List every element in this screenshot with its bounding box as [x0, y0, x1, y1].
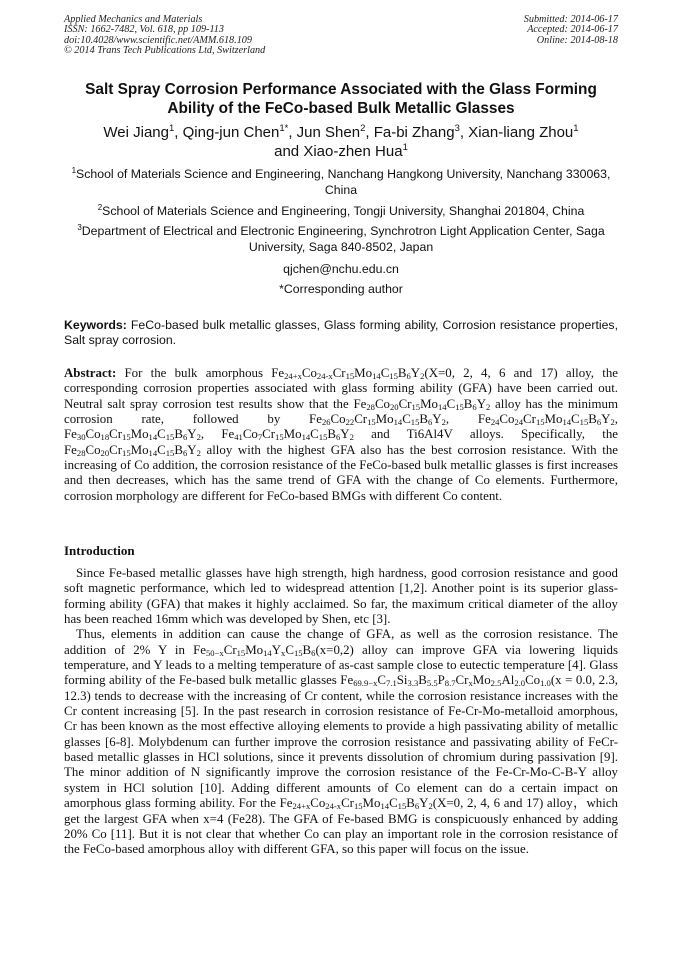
- submitted-date: Submitted: 2014-06-17: [523, 14, 618, 25]
- affiliation-3: $^3$Department of Electrical and Electronic Engineering, Synchrotron Light Application Center, Saga University, Saga 840-8502, Japan: [77, 222, 605, 254]
- keywords-text: FeCo-based bulk metallic glasses, Glass forming ability, Corrosion resistance properties, Salt spray corrosion.: [64, 318, 618, 347]
- intro-paragraph-1: Since Fe-based metallic glasses have high strength, high hardness, good corrosion resistance and good soft magnetic performance, which led to widespread attention [1,2]. Another point is its superior glass-forming ability (GFA) that makes it highly acclaimed. So far, the maximum critical diameter of the alloy has been reached 16mm which was developed by Shen, etc [3].: [64, 566, 618, 627]
- keywords-label: Keywords:: [64, 318, 127, 332]
- copyright: © 2014 Trans Tech Publications Ltd, Switzerland: [64, 45, 266, 57]
- issn: ISSN: 1662-7482, Vol. 618, pp 109-113: [64, 24, 224, 36]
- corresponding-email[interactable]: qjchen@nchu.edu.cn: [283, 262, 399, 276]
- affiliation-2: $^2$School of Materials Science and Engineering, Tongji University, Shanghai 201804, China: [97, 202, 585, 218]
- introduction-body: [64, 566, 618, 858]
- author-list: Wei Jiang$^1$, Qing-jun Chen$^{1*}$, Jun Shen$^2$, Fa-bi Zhang$^3$, Xian-liang Zhou$^1$ and Xiao-zhen Hua$^1$: [103, 123, 579, 160]
- doi: doi:10.4028/www.scientific.net/AMM.618.109: [64, 34, 252, 46]
- accepted-date: Accepted: 2014-06-17: [527, 24, 618, 36]
- affiliation-1: $^1$School of Materials Science and Engineering, Nanchang Hangkong University, Nanchang 330063, China: [71, 165, 611, 197]
- intro-paragraph-2: Thus, elements in addition can cause the change of GFA, as well as the corrosion resistance. The addition of 2% Y in $Fe_{50-x}Cr_{15}Mo_{14}Y_xC_{15}B_6(x=0,2)$ alloy can improve GFA via lowering liquids temperature, and Y leads to a melting temperature of as-cast sample close to eutectic temperature [4]. Glass forming ability of the Fe-based bulk metallic glasses $Fe_{69.9-x}C_{7.1}Si_{3.3}B_{5.5}P_{8.7}Cr_xMo_{2.5}Al_{2.0}Co_{1.0}(x = 0.0$, 2.3, 12.3) tends to decrease with the increasing of Cr content, while the corrosion resistance increases with the Cr content increasing [5]. In the past research in corrosion resistance of Fe-Cr-Mo-metalloid amorphous, Cr has been known as the most effective alloying elements to provide a high passivating ability of metallic glasses [6-8]. Molybdenum can further improve the corrosion resistance and passivating ability of FeCr-based metallic glasses in HCl solutions, since it prevents dissolution of chromium during passivation [9]. The minor addition of N significantly improve the corrosion resistance of the Fe-Cr-Mo-C-B-Y alloy system in HCl solution [10]. Adding different amounts of Co element can do a certain impact on amorphous glass forming ability. For the $Fe_{24+x}Co_{24-x}Cr_{15}Mo_{14}C_{15}B_6Y_2(X=0$, 2, 4, 6 and 17) alloy，which get the largest GFA when x=4 (Fe28). The GFA of Fe-based BMG is conspicuously enhanced by adding 20% Co [11]. But it is not clear that whether Co can play an important role in the corrosion resistance of the FeCo-based amorphous alloy with different GFA, so this paper will focus on the issue.: [64, 627, 618, 857]
- paper-title: Salt Spray Corrosion Performance Associated with the Glass Forming Ability of the FeCo-based Bulk Metallic Glasses: [85, 81, 597, 117]
- journal-header: [64, 15, 265, 57]
- keywords: [64, 318, 618, 347]
- introduction-heading: Introduction: [64, 543, 135, 558]
- online-date: Online: 2014-08-18: [536, 34, 618, 46]
- abstract: Abstract: For the bulk amorphous $Fe_{24+x}Co_{24-x}Cr_{15}Mo_{14}C_{15}B_6Y_2(X=0$, 2, 4, 6 and 17) alloy, the corresponding corrosion properties associated with glass forming ability (GFA) have been carried out. Neutral salt spray corrosion test results show that the $Fe_{28}Co_{20}Cr_{15}Mo_{14}C_{15}B_6Y_2$ alloy has the minimum corrosion rate, followed by $Fe_{26}Co_{22}Cr_{15}Mo_{14}C_{15}B_6Y_2$, $Fe_{24}Co_{24}Cr_{15}Mo_{14}C_{15}B_6Y_2$, $Fe_{30}Co_{18}Cr_{15}Mo_{14}C_{15}B_6Y_2$, $Fe_{41}Co_7Cr_{15}Mo_{14}C_{15}B_6Y_2$ and Ti6Al4V alloys. Specifically, the $Fe_{28}Co_{20}Cr_{15}Mo_{14}C_{15}B_6Y_2$ alloy with the highest GFA also has the best corrosion resistance. With the increasing of Co addition, the corrosion resistance of the FeCo-based bulk metallic glasses is first increases and then decreases, which has the same trend of GFA with the change of Co elements. Furthermore, corrosion morphology are different for FeCo-based BMGs with different Co content.: [64, 366, 618, 503]
- journal-name: Applied Mechanics and Materials: [64, 14, 203, 25]
- dates-header: [524, 15, 618, 46]
- abstract-label: Abstract:: [64, 366, 117, 380]
- corresponding-note: *Corresponding author: [279, 282, 403, 296]
